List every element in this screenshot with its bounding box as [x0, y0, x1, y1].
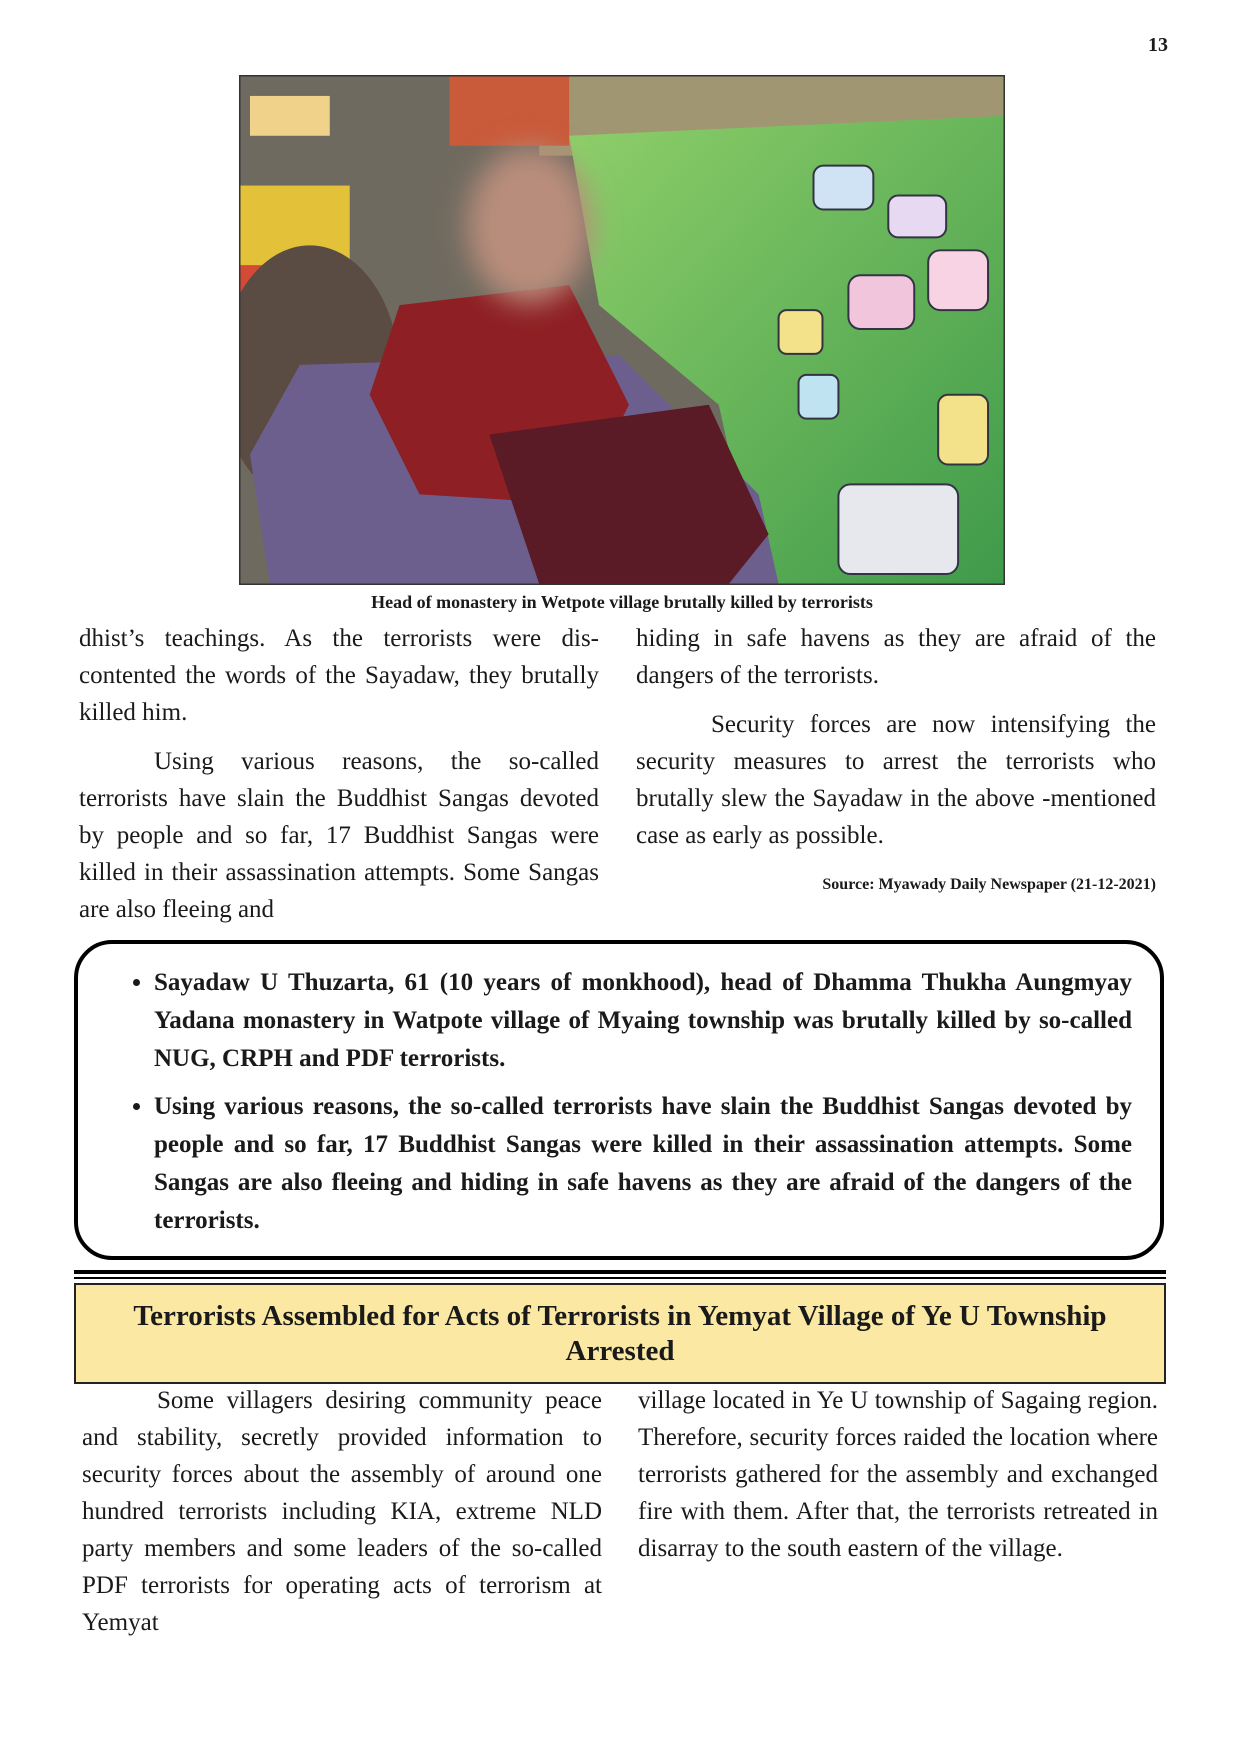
article1-paragraph: Using various reasons, the so-called terrorists have slain the Buddhist Sangas devoted by people and so far, 17 Buddhist Sangas were killed in their assassination attempts. Some Sangas are also fleeing and — [79, 748, 599, 923]
source-citation: Source: Myawady Daily Newspaper (21-12-2021) — [822, 876, 1156, 893]
article1-paragraph: hiding in safe havens as they are afraid of the dangers of the terrorists. — [636, 625, 1156, 689]
page-number: 13 — [1148, 34, 1168, 56]
article1-paragraph: dhist’s teachings. As the terrorists were discontented the words of the Sayadaw, they brutally killed him. — [79, 625, 599, 726]
article1-right-column — [636, 620, 1156, 903]
summary-item: • Sayadaw U Thuzarta, 61 (10 years of monkhood), head of Dhamma Thukha Aungmyay Yadana monastery in Watpote village of Myaing township was brutally killed by so-called NUG, CRPH and PDF terrorists. — [154, 964, 1132, 1078]
summary-box — [74, 940, 1164, 1260]
photo-illustration — [240, 76, 1004, 584]
article2-headline: Terrorists Assembled for Acts of Terrorists in Yemyat Village of Ye U Township Arrested — [74, 1283, 1166, 1384]
article2-paragraph: village located in Ye U township of Sagaing region. Therefore, security forces raided the location where terrorists gathered for the assembly and exchanged fire with them. After that, the terrorists retreated in disarray to the south eastern of the village. — [638, 1387, 1158, 1562]
article2-right-column — [638, 1382, 1158, 1579]
section-divider — [74, 1277, 1166, 1279]
article1-left-column — [79, 620, 599, 940]
photo-caption: Head of monastery in Wetpote village brutally killed by terrorists — [371, 592, 873, 612]
article2-left-column — [82, 1382, 602, 1653]
article2-paragraph: Some villagers desiring community peace and stability, secretly provided information to security forces about the assembly of around one hundred terrorists including KIA, extreme NLD party members and some leaders of the so-called PDF terrorists for operating acts of terrorism at Yemyat — [82, 1387, 602, 1636]
section-divider — [74, 1270, 1166, 1274]
summary-list — [106, 964, 1132, 1240]
article1-paragraph: Security forces are now intensifying the security measures to arrest the terrorists who brutally slew the Sayadaw in the above -mentioned case as early as possible. — [636, 711, 1156, 849]
summary-item: • Using various reasons, the so-called terrorists have slain the Buddhist Sangas devoted by people and so far, 17 Buddhist Sangas were killed in their assassination attempts. Some Sangas are also fleeing and hiding in safe havens as they are afraid of the dangers of the terrorists. — [154, 1088, 1132, 1240]
news-photo — [239, 75, 1005, 585]
